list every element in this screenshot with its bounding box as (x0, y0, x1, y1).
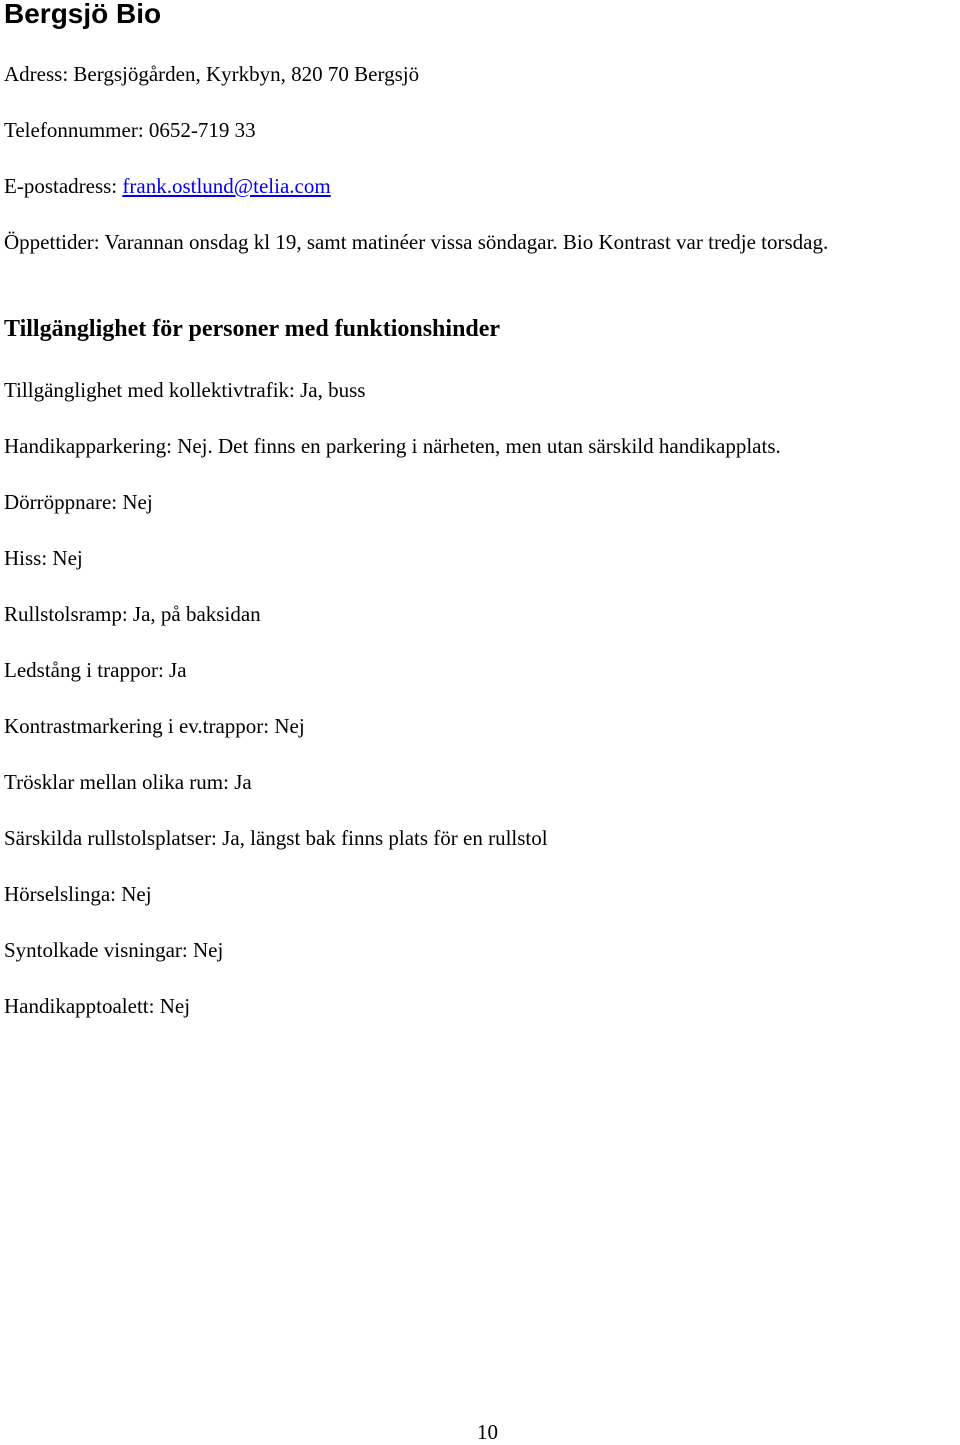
email-label: E-postadress: (4, 174, 123, 198)
opening-hours-line: Öppettider: Varannan onsdag kl 19, samt matinéer vissa söndagar. Bio Kontrast var tredje torsdag. (4, 230, 829, 254)
accessibility-item-audio-description: Syntolkade visningar: Nej (4, 938, 224, 962)
accessibility-item-contrast-marking: Kontrastmarkering i ev.trappor: Nej (4, 714, 305, 738)
phone-line: Telefonnummer: 0652-719 33 (4, 118, 256, 142)
accessibility-item-thresholds: Trösklar mellan olika rum: Ja (4, 770, 252, 794)
accessibility-item-accessible-toilet: Handikapptoalett: Nej (4, 994, 191, 1018)
accessibility-heading: Tillgänglighet för personer med funktionshinder (4, 316, 501, 342)
accessibility-item-door-opener: Dörröppnare: Nej (4, 490, 153, 514)
accessibility-item-wheelchair-seats: Särskilda rullstolsplatser: Ja, längst bak finns plats för en rullstol (4, 826, 548, 850)
accessibility-item-elevator: Hiss: Nej (4, 546, 83, 570)
accessibility-item-wheelchair-ramp: Rullstolsramp: Ja, på baksidan (4, 602, 261, 626)
email-link[interactable]: frank.ostlund@telia.com (122, 174, 331, 198)
page-number: 10 (477, 1420, 498, 1444)
email-line (4, 173, 331, 199)
accessibility-item-handrail: Ledstång i trappor: Ja (4, 658, 187, 682)
address-line: Adress: Bergsjögården, Kyrkbyn, 820 70 Bergsjö (4, 62, 420, 86)
accessibility-item-parking: Handikapparkering: Nej. Det finns en parkering i närheten, men utan särskild handikapplats. (4, 434, 781, 458)
accessibility-item-hearing-loop: Hörselslinga: Nej (4, 882, 152, 906)
page-title: Bergsjö Bio (4, 0, 162, 29)
accessibility-item-public-transport: Tillgänglighet med kollektivtrafik: Ja, buss (4, 378, 366, 402)
